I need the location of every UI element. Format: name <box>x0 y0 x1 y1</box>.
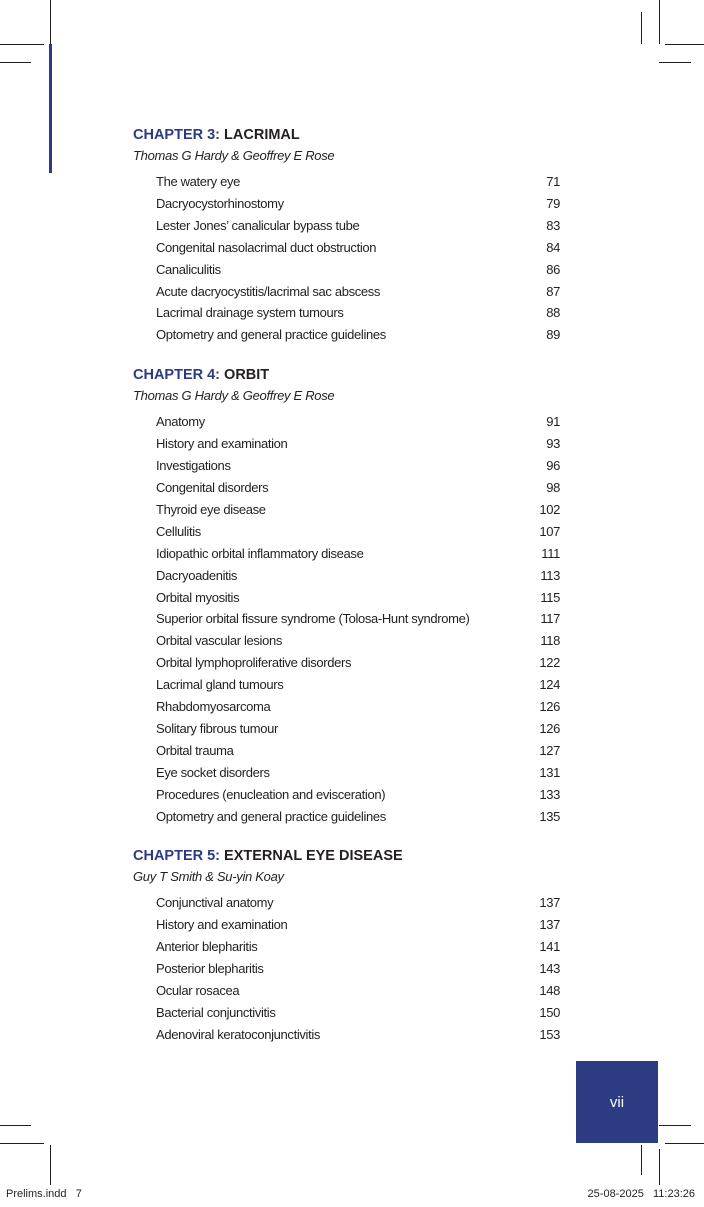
chapter-number: CHAPTER 3: <box>133 127 221 143</box>
toc-entry-page: 96 <box>546 458 560 474</box>
toc-entry-title: Dacryocystorhinostomy <box>156 195 284 211</box>
toc-entry-page: 131 <box>539 764 560 780</box>
toc-entry-page: 137 <box>539 917 560 933</box>
toc-entry-page: 84 <box>546 239 560 255</box>
chapter-authors: Thomas G Hardy & Geoffrey E Rose <box>133 148 335 163</box>
toc-entry-page: 118 <box>540 633 560 649</box>
toc-entry-title: Optometry and general practice guidelines <box>156 808 386 824</box>
toc-entry <box>133 193 560 215</box>
toc-entry <box>133 433 560 455</box>
toc-entry <box>133 1024 560 1046</box>
toc-entry-title: Conjunctival anatomy <box>156 895 274 911</box>
toc-entry-page: 133 <box>539 786 560 802</box>
toc-entry-page: 115 <box>540 589 560 605</box>
toc-entry-title: Orbital lymphoproliferative disorders <box>156 655 352 671</box>
toc-entry-page: 83 <box>546 217 560 233</box>
chapter-authors: Thomas G Hardy & Geoffrey E Rose <box>133 388 335 404</box>
slug-filename: Prelims.indd 7 <box>6 1188 82 1200</box>
toc-entry-page: 117 <box>540 611 560 627</box>
toc-entry-page: 137 <box>539 895 560 911</box>
toc-entry-title: Optometry and general practice guidelines <box>156 327 386 343</box>
toc-entry-title: Orbital myositis <box>156 589 240 605</box>
toc-entry-title: Anatomy <box>156 414 205 430</box>
crop-mark <box>0 44 44 45</box>
slug-datetime: 25-08-2025 11:23:26 <box>587 1188 695 1200</box>
toc-entry-page: 113 <box>540 567 560 583</box>
toc-entry-page: 86 <box>546 261 560 277</box>
toc-entry-page: 122 <box>539 655 560 671</box>
crop-mark <box>0 1125 31 1126</box>
toc-entry-title: Lacrimal drainage system tumours <box>156 305 344 321</box>
chapter-section <box>133 847 560 1045</box>
toc-entry <box>133 565 560 587</box>
toc-entry-title: Posterior blepharitis <box>156 961 264 977</box>
toc-entry-title: History and examination <box>156 917 288 933</box>
toc-entry-title: Superior orbital fissure syndrome (Tolosa-Hunt syndrome) <box>156 611 470 627</box>
toc-entry-title: Procedures (enucleation and evisceration) <box>156 786 386 802</box>
toc-entry-page: 150 <box>539 1005 560 1020</box>
toc-entry <box>133 324 560 346</box>
toc-entry-title: Bacterial conjunctivitis <box>156 1005 276 1020</box>
crop-mark <box>50 1145 51 1185</box>
toc-entry-page: 135 <box>539 808 560 824</box>
toc-entry-title: Orbital trauma <box>156 742 234 758</box>
chapter-heading <box>133 847 560 865</box>
toc-entry-title: Congenital nasolacrimal duct obstruction <box>156 239 377 255</box>
toc-entry-title: Idiopathic orbital inflammatory disease <box>156 545 364 561</box>
toc-entry-page: 127 <box>539 742 560 758</box>
toc-entry-page: 107 <box>539 523 560 539</box>
toc-entry-title: Dacryoadenitis <box>156 567 238 583</box>
toc-entry <box>133 936 560 958</box>
toc-entry <box>133 215 560 237</box>
toc-entry-page: 79 <box>546 195 560 211</box>
margin-accent-bar <box>49 44 52 173</box>
toc-entry <box>133 914 560 936</box>
crop-mark <box>641 1145 642 1175</box>
toc-entry <box>133 543 560 565</box>
toc-entry <box>133 718 560 740</box>
toc-entry-page: 143 <box>539 961 560 977</box>
toc-entry-page: 71 <box>546 174 560 189</box>
chapter-heading <box>133 126 560 144</box>
toc-entry-title: Eye socket disorders <box>156 764 270 780</box>
toc-entry <box>133 674 560 696</box>
toc-entry <box>133 302 560 324</box>
chapter-section <box>133 126 560 346</box>
toc-entry <box>133 892 560 914</box>
toc-entry <box>133 237 560 259</box>
toc-entry-page: 153 <box>539 1026 560 1042</box>
toc-entry <box>133 477 560 499</box>
crop-mark <box>665 44 704 45</box>
toc-entry <box>133 652 560 674</box>
toc-entry-title: Lacrimal gland tumours <box>156 677 284 693</box>
chapter-heading <box>133 366 560 384</box>
crop-mark <box>0 1143 44 1144</box>
toc-entry <box>133 259 560 281</box>
toc-entry <box>133 980 560 1002</box>
chapter-number: CHAPTER 4: <box>133 367 221 384</box>
toc-entry <box>133 521 560 543</box>
crop-mark <box>659 62 691 63</box>
toc-entry-title: Congenital disorders <box>156 479 269 495</box>
crop-mark <box>0 62 31 63</box>
toc-entry-title: Ocular rosacea <box>156 983 240 999</box>
toc-entry <box>133 608 560 630</box>
toc-entry-title: Lester Jones’ canalicular bypass tube <box>156 217 360 233</box>
toc-entry-page: 126 <box>539 720 560 736</box>
toc-entry-title: Rhabdomyosarcoma <box>156 699 271 715</box>
toc-entry-page: 141 <box>539 939 560 955</box>
chapter-name: EXTERNAL EYE DISEASE <box>224 848 403 865</box>
crop-mark <box>641 12 642 44</box>
toc-entry <box>133 411 560 433</box>
toc-entry <box>133 740 560 762</box>
chapter-name: ORBIT <box>224 367 270 384</box>
chapter-name: LACRIMAL <box>224 127 300 143</box>
toc-entry-title: Canaliculitis <box>156 261 221 277</box>
toc-entry-page: 93 <box>546 436 560 452</box>
crop-mark <box>659 1125 691 1126</box>
toc-entry-title: The watery eye <box>156 174 240 189</box>
crop-mark <box>659 1149 660 1185</box>
toc-entry-page: 87 <box>546 283 560 299</box>
toc-entry <box>133 281 560 303</box>
toc-entry-page: 91 <box>546 414 560 430</box>
toc-entry <box>133 171 560 193</box>
toc-entry-title: Acute dacryocystitis/lacrimal sac abscess <box>156 283 381 299</box>
toc-entry <box>133 784 560 806</box>
chapter-number: CHAPTER 5: <box>133 848 221 865</box>
crop-mark <box>659 0 660 44</box>
chapter-section <box>133 366 560 827</box>
toc-entry-page: 98 <box>546 479 560 495</box>
page-number: vii <box>609 1093 625 1111</box>
toc-entry-title: History and examination <box>156 436 288 452</box>
page-number-tab <box>576 1061 658 1143</box>
toc-entry <box>133 455 560 477</box>
toc-entry <box>133 1002 560 1024</box>
toc-entry-page: 111 <box>541 545 560 561</box>
toc-entry-title: Anterior blepharitis <box>156 939 258 955</box>
toc-entry-title: Thyroid eye disease <box>156 501 266 517</box>
chapter-authors: Guy T Smith & Su-yin Koay <box>133 869 284 885</box>
toc-entry <box>133 806 560 828</box>
toc-entry-title: Cellulitis <box>156 523 201 539</box>
toc-entry <box>133 762 560 784</box>
table-of-contents <box>133 126 560 1066</box>
toc-entry-page: 148 <box>539 983 560 999</box>
toc-entry-title: Investigations <box>156 458 231 474</box>
toc-entry-page: 126 <box>539 699 560 715</box>
toc-entry <box>133 499 560 521</box>
toc-entry <box>133 696 560 718</box>
toc-entry-title: Adenoviral keratoconjunctivitis <box>156 1026 321 1042</box>
toc-entry-page: 124 <box>539 677 560 693</box>
toc-entry-title: Solitary fibrous tumour <box>156 720 279 736</box>
toc-entry-page: 102 <box>539 501 560 517</box>
toc-entry-page: 88 <box>546 305 560 321</box>
toc-entry <box>133 630 560 652</box>
crop-mark <box>50 0 51 44</box>
toc-entry <box>133 958 560 980</box>
toc-entry <box>133 587 560 609</box>
toc-entry-page: 89 <box>546 327 560 343</box>
toc-entry-title: Orbital vascular lesions <box>156 633 282 649</box>
crop-mark <box>665 1143 704 1144</box>
